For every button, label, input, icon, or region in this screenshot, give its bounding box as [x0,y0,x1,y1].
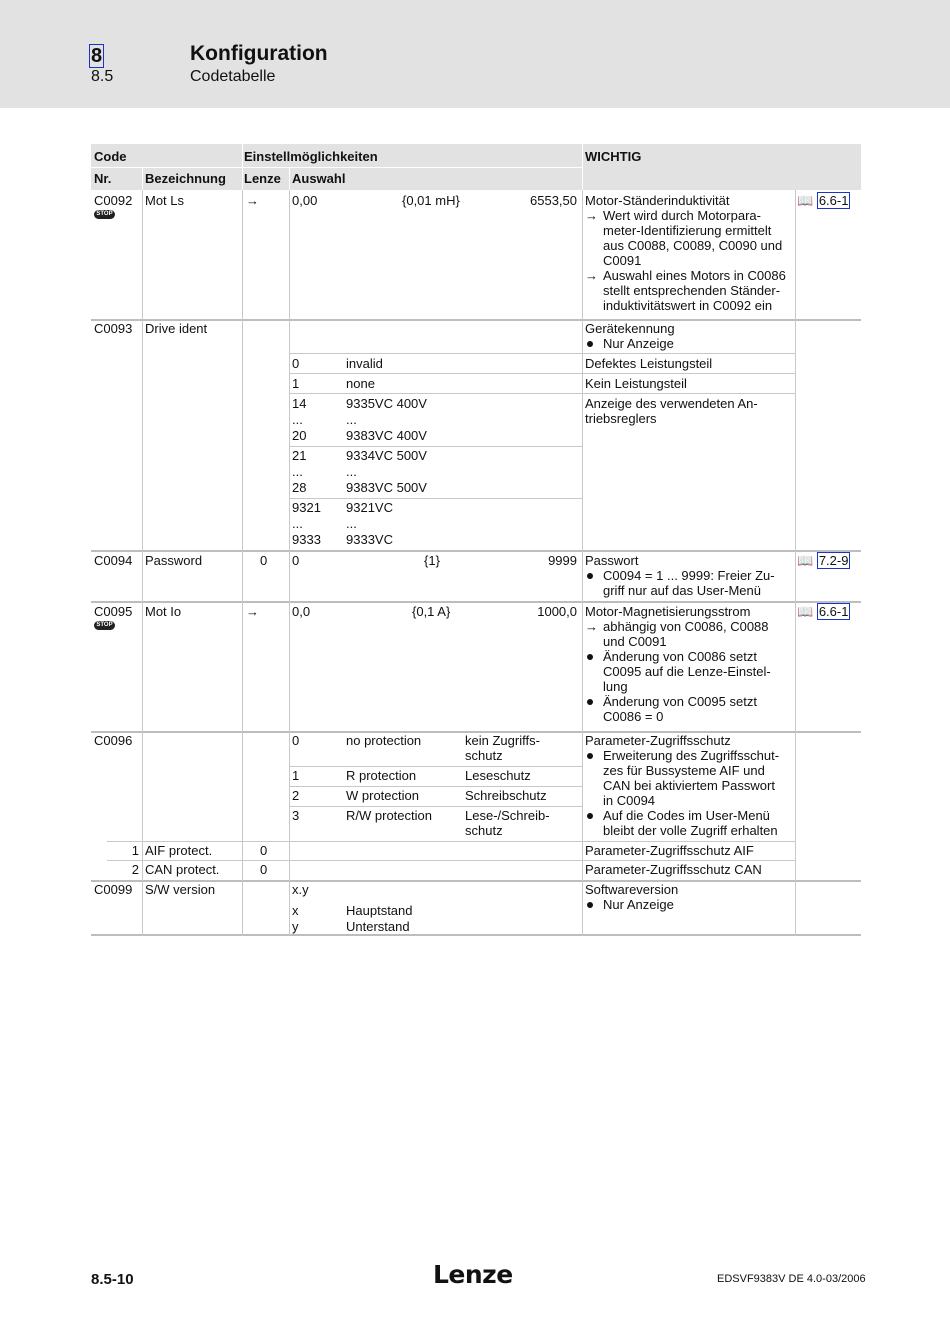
option-text-line: 9321VC [346,500,393,515]
option-text-line: 9383VC 400V [346,428,427,443]
option-num-line: 20 [292,428,307,443]
subcode-wichtig: Parameter-Zugriffsschutz CAN [585,862,762,877]
wichtig-c0095 [585,604,795,724]
wichtig-line: zes für Bussysteme AIF und [603,763,765,778]
option-text [346,448,427,495]
wichtig-title: Passwort [585,553,639,568]
subcode-nr: 2 [131,862,139,877]
wichtig-line: C0094 = 1 ... 9999: Freier Zu- [603,568,775,583]
bullet-icon [587,573,593,579]
bullet-icon [587,341,593,347]
wichtig-line: Änderung von C0086 setzt [603,649,757,664]
lenze-c0095: → [246,604,259,619]
option-text: invalid [346,356,383,371]
wichtig-line: aus C0088, C0089, C0090 und [603,238,783,253]
wichtig-line: Auf die Codes im User-Menü [603,808,770,823]
col-lenze: Lenze [244,171,281,186]
option-num-line: 14 [292,396,307,411]
option-desc-line: schutz [465,823,503,838]
option-num-line: 28 [292,480,307,495]
option-text: R protection [346,768,417,783]
option-desc-line: schutz [465,748,503,763]
ref-link[interactable]: 6.6-1 [818,604,849,619]
document-id: EDSVF9383V DE 4.0-03/2006 [717,1273,866,1285]
arrow-icon: → [585,208,598,223]
option-num: 3 [292,808,300,823]
ref-link[interactable]: 7.2-9 [818,553,849,568]
option-desc: Schreibschutz [465,788,547,803]
page-header [0,0,950,108]
wichtig-title: Motor-Magnetisierungsstrom [585,604,751,619]
stop-icon: STOP [94,621,115,630]
option-num: 1 [292,376,300,391]
subcode-wichtig: Parameter-Zugriffsschutz AIF [585,843,754,858]
max-c0095: 1000,0 [537,604,577,619]
col-nr: Nr. [94,171,112,186]
wichtig-line: triebsreglers [585,411,657,426]
option-num [292,500,321,547]
code-c0094: C0094 [94,553,133,568]
option-num: 0 [292,356,300,371]
book-icon: 📖 [797,553,814,568]
option-text: R/W protection [346,808,432,823]
wichtig-line: Nur Anzeige [603,897,674,912]
option-num [292,448,306,495]
wichtig-line: und C0091 [603,634,667,649]
option-text-line: 9334VC 500V [346,448,427,463]
wichtig-line: abhängig von C0086, C0088 [603,619,769,634]
code-c0093: C0093 [94,321,133,336]
version-part-text: Hauptstand [346,903,413,918]
page-title: Konfiguration [190,42,328,65]
option-text: W protection [346,788,419,803]
wichtig-c0096 [585,733,795,838]
wichtig-title: Softwareversion [585,882,679,897]
wichtig-line: C0095 auf die Lenze-Einstel- [603,664,771,679]
subcode-name: AIF protect. [145,843,213,858]
ref-c0092[interactable] [797,193,850,208]
max-c0092: 6553,50 [530,193,577,208]
wichtig-title: Motor-Ständerinduktivität [585,193,730,208]
version-part: x [292,903,299,918]
unit-c0092: {0,01 mH} [402,193,460,208]
wichtig-line: Änderung von C0095 setzt [603,694,757,709]
option-desc: Leseschutz [465,768,531,783]
option-text-line: 9335VC 400V [346,396,427,411]
option-text-line: ... [346,516,357,531]
option-desc [465,733,540,763]
wichtig-line: meter-Identifizierung ermittelt [603,223,772,238]
wichtig-line: in C0094 [603,793,656,808]
min-c0095: 0,0 [292,604,311,619]
option-num: 1 [292,768,300,783]
option-wichtig [585,396,758,426]
chapter-number[interactable]: 8 [90,45,103,67]
ref-c0094[interactable] [797,553,850,568]
bullet-icon [587,753,593,759]
name-c0094: Password [145,553,203,568]
wichtig-line: stellt entsprechenden Ständer- [603,283,781,298]
bullet-icon [587,902,593,908]
wichtig-line: C0086 = 0 [603,709,664,724]
option-text [346,396,427,443]
bullet-icon [587,813,593,819]
arrow-icon: → [585,619,598,634]
wichtig-line: C0091 [603,253,642,268]
wichtig-line: bleibt der volle Zugriff erhalten [603,823,778,838]
wichtig-title: Gerätekennung [585,321,675,336]
subcode-lenze: 0 [260,843,268,858]
option-num-line: ... [292,516,303,531]
lenze-logo: Lenze [433,1260,513,1289]
wichtig-line: Anzeige des verwendeten An- [585,396,758,411]
wichtig-line: CAN bei aktiviertem Passwort [603,778,775,793]
min-c0094: 0 [292,553,300,568]
option-text-line: ... [346,412,357,427]
code-c0099: C0099 [94,882,133,897]
min-c0092: 0,00 [292,193,318,208]
option-num-line: ... [292,412,303,427]
col-bezeichnung: Bezeichnung [145,171,226,186]
code-c0092: C0092 [94,193,133,208]
wichtig-c0099 [585,882,678,912]
code-c0095: C0095 [94,604,133,619]
book-icon: 📖 [797,193,814,208]
stop-icon: STOP [94,210,115,219]
option-text-line: 9333VC [346,532,393,547]
section-number: 8.5 [91,68,114,85]
option-desc-line: Lese-/Schreib- [465,808,550,823]
option-desc [465,808,550,838]
subcode-nr: 1 [131,843,139,858]
book-icon: 📖 [797,604,814,619]
col-auswahl: Auswahl [292,171,346,186]
name-c0092: Mot Ls [145,193,185,208]
max-c0094: 9999 [548,553,577,568]
wichtig-line: Nur Anzeige [603,336,674,351]
ref-c0095[interactable] [797,604,850,619]
version-part-text: Unterstand [346,919,410,934]
option-wichtig: Defektes Leistungsteil [585,356,713,371]
option-num-line: 21 [292,448,307,463]
option-num: 2 [292,788,300,803]
unit-c0094: {1} [424,553,440,568]
option-text: no protection [346,733,422,748]
wichtig-line: induktivitätswert in C0092 ein [603,298,773,313]
col-wichtig: WICHTIG [585,149,642,164]
lenze-c0094: 0 [260,553,268,568]
option-text [346,500,393,547]
ref-link[interactable]: 6.6-1 [818,193,849,208]
option-wichtig: Kein Leistungsteil [585,376,687,391]
wichtig-title: Parameter-Zugriffsschutz [585,733,731,748]
code-c0096: C0096 [94,733,133,748]
wichtig-line: Auswahl eines Motors in C0086 [603,268,786,283]
wichtig-c0092 [585,193,795,313]
wichtig-c0093 [585,321,675,351]
name-c0095: Mot Io [145,604,182,619]
bullet-icon [587,654,593,660]
option-num: 0 [292,733,300,748]
arrow-icon: → [585,268,598,283]
unit-c0095: {0,1 A} [412,604,451,619]
option-num-line: ... [292,464,303,479]
page-subtitle: Codetabelle [190,68,276,85]
option-text-line: 9383VC 500V [346,480,427,495]
version-format: x.y [292,882,309,897]
col-code: Code [94,149,127,164]
option-text: none [346,376,375,391]
bullet-icon [587,699,593,705]
option-text-line: ... [346,464,357,479]
wichtig-line: Erweiterung des Zugriffsschut- [603,748,780,763]
version-part: y [292,919,299,934]
subcode-lenze: 0 [260,862,268,877]
option-num-line: 9333 [292,532,321,547]
lenze-c0092: → [246,193,259,208]
option-num-line: 9321 [292,500,321,515]
option-desc-line: kein Zugriffs- [465,733,540,748]
option-num [292,396,306,443]
wichtig-line: griff nur auf das User-Menü [603,583,761,598]
name-c0093: Drive ident [145,321,208,336]
subcode-name: CAN protect. [145,862,220,877]
wichtig-line: lung [603,679,628,694]
name-c0099: S/W version [145,882,216,897]
wichtig-c0094 [585,553,795,598]
col-einstell: Einstellmöglichkeiten [244,149,378,164]
wichtig-line: Wert wird durch Motorpara- [603,208,761,223]
page-number: 8.5-10 [91,1271,134,1288]
